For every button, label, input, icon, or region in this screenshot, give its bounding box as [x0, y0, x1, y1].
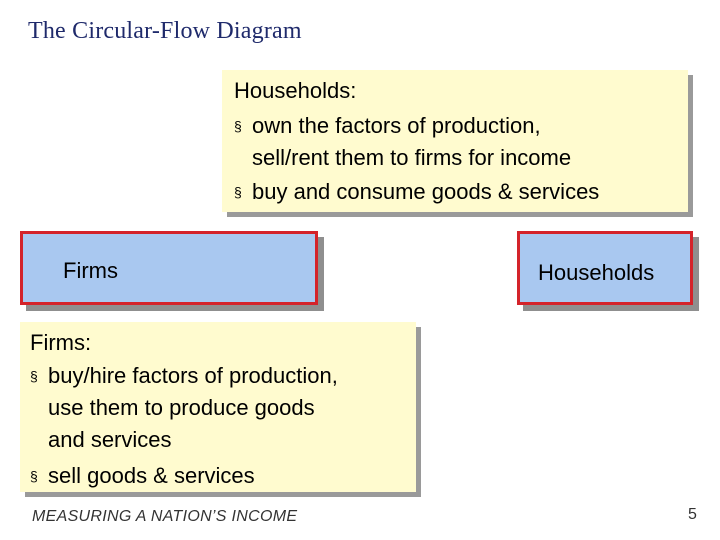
households-box-label: Households [538, 260, 655, 285]
households-bullet-2 [234, 176, 599, 208]
firms-bullet-1-line-1: buy/hire factors of production, [48, 363, 338, 388]
households-bullet-2-line-1: buy and consume goods & services [252, 179, 600, 204]
page-number: 5 [688, 506, 697, 523]
bullet-marker: § [30, 368, 38, 384]
households-bullet-1-line-2: sell/rent them to firms for income [252, 145, 572, 170]
households-bullet-1 [234, 110, 571, 174]
firms-bullet-2-line-1: sell goods & services [48, 463, 255, 488]
firms-box [20, 231, 318, 305]
firms-bullet-2 [30, 460, 255, 492]
firms-bullet-1-line-2: use them to produce goods [48, 395, 315, 420]
bullet-marker: § [234, 118, 242, 134]
bullet-marker: § [30, 468, 38, 484]
firms-bullet-1-line-3: and services [48, 427, 172, 452]
footer-text: MEASURING A NATION’S INCOME [32, 508, 298, 525]
firms-bullet-1 [30, 360, 338, 456]
households-callout-heading: Households: [234, 78, 357, 103]
bullet-marker: § [234, 184, 242, 200]
households-box [517, 231, 693, 305]
households-bullet-1-line-1: own the factors of production, [252, 113, 541, 138]
households-callout [222, 70, 688, 212]
firms-callout [20, 322, 416, 492]
firms-box-label: Firms [63, 258, 118, 283]
slide-title: The Circular-Flow Diagram [28, 18, 302, 44]
firms-callout-heading: Firms: [30, 330, 92, 355]
